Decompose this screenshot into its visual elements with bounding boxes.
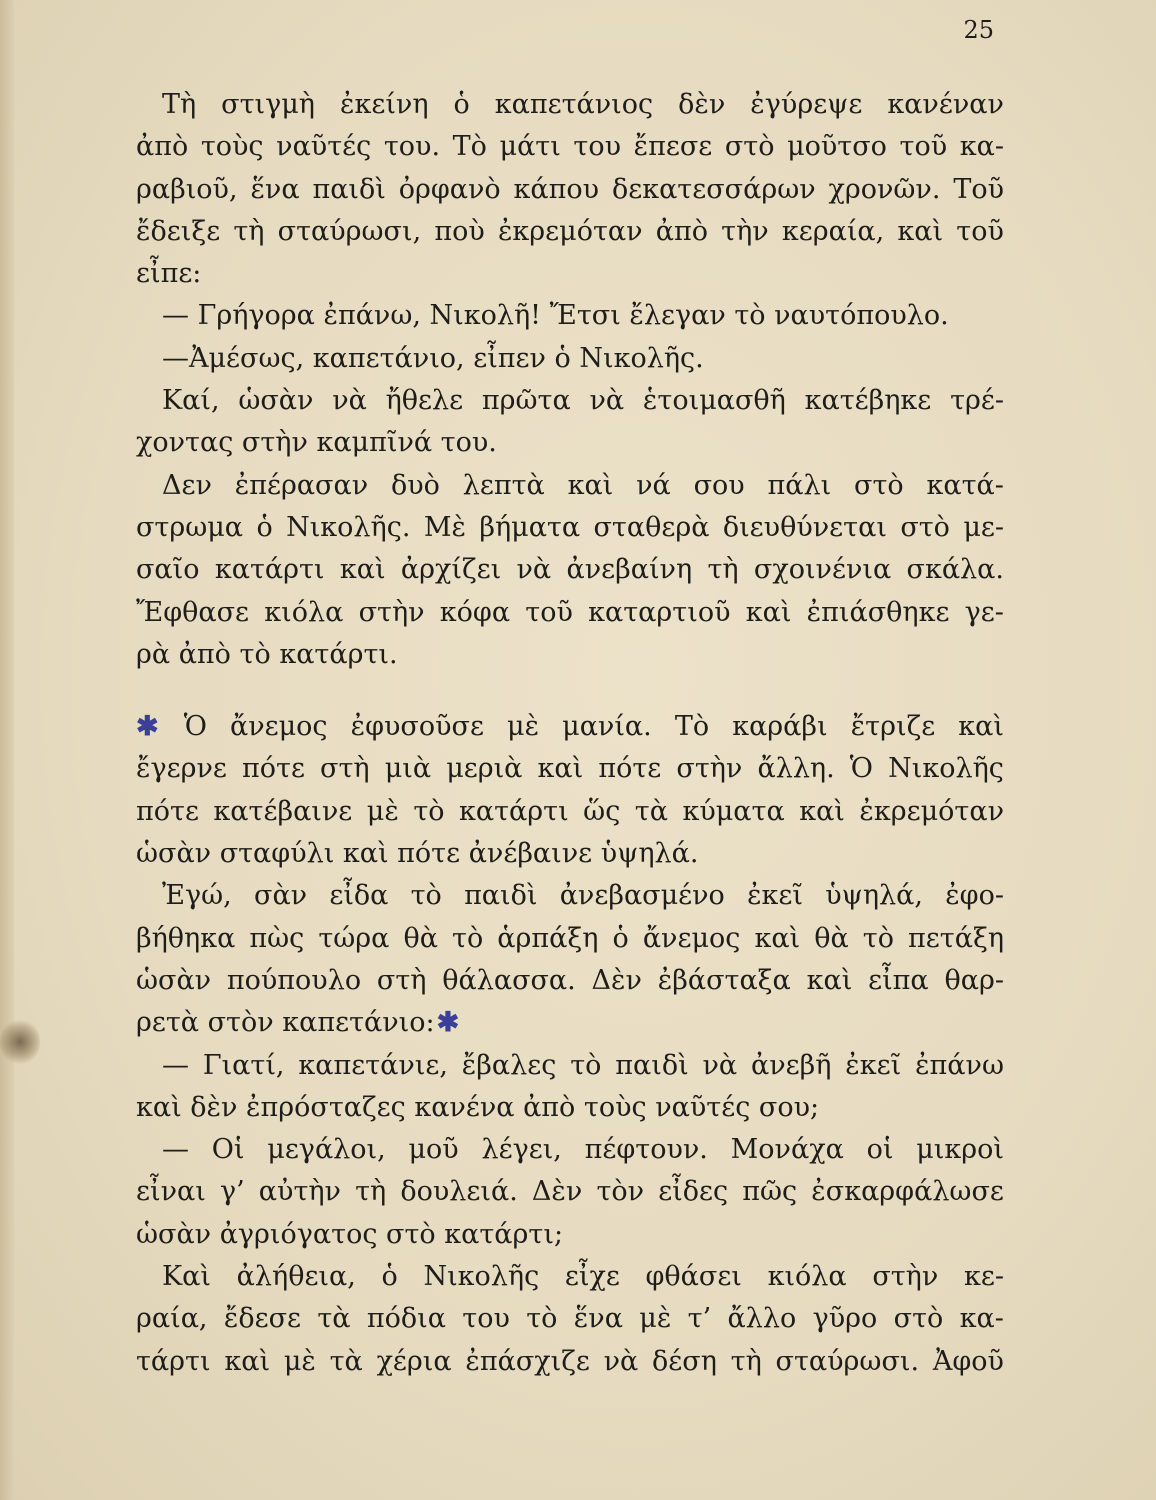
word: ἀπὸ (655, 215, 708, 247)
text-line (136, 126, 1004, 168)
word: στὴν (241, 427, 317, 459)
word: στὴν (872, 1261, 939, 1293)
text-line (136, 549, 1004, 591)
word: πῶς (742, 1176, 798, 1208)
word: σταθερὰ (593, 511, 710, 543)
word: μάτι (499, 131, 561, 163)
word: ἐπιάσθηκε (806, 596, 950, 628)
text-line (136, 960, 1004, 1002)
word: τὴ (233, 215, 265, 247)
word: μιὰ (384, 753, 432, 785)
word: του (573, 131, 622, 163)
word: ἀρχίζει (400, 554, 502, 586)
word: ἀνεβῆ (751, 1049, 832, 1081)
text-line (136, 84, 1004, 126)
word: ἕνα (250, 173, 300, 205)
word: τὴ (730, 1345, 762, 1377)
word: ἁρπάξη (497, 922, 599, 954)
word: ὁ (612, 922, 629, 954)
word: ἐπρόσταζες (246, 1091, 415, 1123)
word: σταφύλι (219, 838, 343, 870)
word: κιόλα (767, 1261, 847, 1293)
word: αὐτὴν (258, 1176, 341, 1208)
text-line (136, 592, 1004, 634)
paragraph (136, 380, 1004, 465)
word: κατάρτι; (444, 1218, 564, 1250)
word: κύματα (682, 795, 785, 827)
page-number: 25 (963, 16, 994, 44)
word: μὲ (283, 1345, 316, 1377)
word: στὸν (207, 1007, 283, 1039)
word: ἀπὸ (136, 131, 189, 163)
word: ἐπάσχιζε (465, 1345, 590, 1377)
word: του. (440, 427, 497, 459)
word: ἐπέρασαν (234, 469, 369, 501)
word: δουλειά. (400, 1176, 518, 1208)
text-line (136, 1341, 1004, 1383)
word: κιόλα (264, 596, 344, 628)
word: ἀνεβαίνη (566, 554, 693, 586)
word: καὶ (745, 596, 792, 628)
word: ἐκεῖ (747, 880, 804, 912)
word: κεραία, (781, 215, 885, 247)
word: παιδὶ (615, 1049, 689, 1081)
word: τοῦ (899, 131, 948, 163)
word: ἔδειξε (136, 215, 221, 247)
word: ἐφυσοῦσε (350, 711, 484, 743)
word: του (462, 1303, 510, 1335)
word: πετάξη (908, 922, 1004, 954)
word: κόφα (439, 596, 511, 628)
word: νὰ (332, 385, 367, 417)
word: Νικολῆς. (286, 511, 411, 543)
word: ρὰ (136, 638, 179, 670)
paragraph (136, 465, 1004, 676)
word: νὰ (702, 1049, 738, 1081)
word: Δεν (162, 469, 212, 501)
word: πότε (397, 838, 469, 870)
text-line (136, 211, 1004, 253)
word: πάλι (767, 469, 832, 501)
word: Γρήγορα (197, 300, 324, 332)
word: ἀπὸ (523, 1091, 584, 1123)
word: ποὺ (434, 215, 485, 247)
word: σου (693, 469, 745, 501)
word: μεγάλοι, (267, 1134, 386, 1166)
word: πόδια (366, 1303, 446, 1335)
word: δυὸ (390, 469, 440, 501)
word: Μὲ (423, 511, 466, 543)
word: καταρτιοῦ (588, 596, 731, 628)
word: παιδὶ (312, 173, 386, 205)
word: ἐκρεμόταν (859, 795, 1004, 827)
text-line (136, 1045, 1004, 1087)
word: στιγμὴ (221, 89, 315, 120)
word: καὶ (339, 554, 386, 586)
word: ἐσκαρφάλωσε (811, 1176, 1004, 1208)
word: καὶ (136, 1091, 191, 1123)
word: Ὁ (183, 711, 207, 743)
word: κατά- (926, 469, 1004, 501)
word: κατέβηκε (804, 385, 932, 417)
word: διευθύνεται (722, 511, 887, 543)
word: λέγει, (481, 1134, 562, 1166)
word: ἀνέβαινε (468, 838, 601, 870)
word: Οἱ (211, 1134, 245, 1166)
word: ὡσὰν (136, 964, 212, 996)
word: Ἔφθασε (136, 596, 250, 628)
word: ἔβαλες (461, 1049, 557, 1081)
word: τοῦ (525, 596, 573, 628)
word: τὴ (355, 1176, 387, 1208)
word: στὴν (358, 596, 425, 628)
paragraph (136, 1129, 1004, 1256)
word: καπετάνιε, (298, 1049, 448, 1081)
text-line (136, 875, 1004, 917)
word: τοὺς (583, 1091, 656, 1123)
text-line (136, 634, 1004, 676)
text-line (136, 465, 1004, 507)
word: σταύρωσι. (775, 1345, 920, 1377)
word: Καί, (162, 385, 220, 417)
word: πότε (242, 753, 305, 785)
word: ἐφο- (945, 880, 1004, 912)
word: ἐκεῖ (845, 1049, 902, 1081)
word: ὡσὰν (238, 385, 314, 417)
text-line (136, 1002, 1004, 1044)
word: καὶ (958, 711, 1004, 743)
word: ὡσὰν (136, 838, 220, 870)
word: Νικολῆς (423, 1261, 540, 1293)
word: δὲν (190, 1091, 247, 1123)
word: τὸ (734, 300, 775, 332)
stain-mark (0, 1018, 40, 1066)
word: πότε (136, 795, 199, 827)
word: μικροὶ (916, 1134, 1004, 1166)
page-binding-edge (0, 0, 14, 1500)
word: τάρτι (136, 1345, 211, 1377)
word: στρωμα (136, 511, 244, 543)
word: ἄλλη. (757, 753, 835, 785)
word: νά (636, 469, 671, 501)
word: ἀνεβασμένο (559, 880, 725, 912)
word: νὰ (603, 1345, 639, 1377)
word: ἐπάνω, (323, 300, 430, 332)
word: χέρια (376, 1345, 452, 1377)
word: ἐπάνω (915, 1049, 1004, 1081)
word: βήματα (479, 511, 581, 543)
word: πότε (598, 753, 662, 785)
word: πούπουλο (226, 964, 362, 996)
text-line (136, 748, 1004, 790)
word: θαρ- (944, 964, 1004, 996)
word: Ἀφοῦ (932, 1345, 1004, 1377)
word: σχοινένια (753, 554, 892, 586)
word: καὶ (224, 1345, 271, 1377)
word: μεριὰ (446, 753, 523, 785)
word: ναυτόπουλο. (774, 300, 949, 332)
word: ἔλεγαν (629, 300, 735, 332)
word: εἶδες (658, 1176, 729, 1208)
word: εἶπα (868, 964, 929, 996)
word: — (162, 1049, 189, 1081)
word: σταύρωσι, (277, 215, 422, 247)
text-line (136, 422, 1004, 464)
word: ἄλλο (727, 1303, 797, 1335)
word: κα- (959, 131, 1004, 163)
text-line (136, 1171, 1004, 1213)
word: τὴ (707, 554, 739, 586)
word: ὁ (256, 511, 273, 543)
text-line (136, 380, 1004, 422)
text-line (136, 791, 1004, 833)
word: πρῶτα (481, 385, 571, 417)
word: καὶ (897, 215, 944, 247)
word: δὲν (678, 89, 726, 120)
text-line (136, 833, 1004, 875)
word: σου; (758, 1091, 820, 1123)
word: Τὸ (452, 131, 487, 163)
word: καὶ (806, 964, 853, 996)
word: θὰ (814, 922, 849, 954)
word: τὸ (862, 922, 894, 954)
word: εἶδα (329, 880, 389, 912)
word: Τὸ (674, 711, 710, 743)
word: τὸ (410, 880, 442, 912)
word: τὸν (596, 1176, 645, 1208)
word: Δὲν (531, 1176, 583, 1208)
word: κατάρτι (459, 795, 569, 827)
word: ὀρφανὸ (398, 173, 501, 205)
word: στὴ (320, 753, 370, 785)
word: καὶ (754, 922, 801, 954)
word: παιδὶ (464, 880, 538, 912)
word: —Ἀμέσως, (162, 342, 313, 374)
paragraph (136, 1256, 1004, 1383)
word: με- (963, 511, 1004, 543)
word: γε- (964, 596, 1004, 628)
text-line (136, 918, 1004, 960)
word: γῦρο (812, 1303, 878, 1335)
word: μὲ (507, 711, 540, 743)
word: χοντας (136, 427, 242, 459)
word: καὶ (537, 753, 584, 785)
word: ἐκείνη (339, 89, 429, 120)
section-break (136, 676, 1004, 706)
word: ἤθελε (385, 385, 464, 417)
text-line (136, 1298, 1004, 1340)
word: καπετάνιο: (282, 1007, 435, 1039)
word: ἐκρεμόταν (497, 215, 643, 247)
word: Δὲν (591, 964, 642, 996)
text-line (136, 169, 1004, 211)
word: εἶπεν (473, 342, 555, 374)
word: ἔγερνε (136, 753, 227, 785)
asterisk-mark-icon: ✱ (136, 711, 159, 743)
word: Γιατί, (202, 1049, 285, 1081)
word: καπετάνιο, (312, 342, 474, 374)
word: τ’ (687, 1303, 712, 1335)
word: τὸ (526, 1303, 558, 1335)
word: κανένα (414, 1091, 524, 1123)
word: ἄνεμος (642, 922, 741, 954)
word: τὰ (634, 795, 668, 827)
paragraph (136, 875, 1004, 1044)
word: τὸ (570, 1049, 602, 1081)
word: λεπτὰ (462, 469, 545, 501)
word: τώρα (318, 922, 390, 954)
word: ἄνεμος (229, 711, 328, 743)
word: ἀπὸ (178, 638, 240, 670)
word: Νικολῆς. (579, 342, 704, 374)
word: τοὺς (200, 131, 264, 163)
word: τὸ (413, 795, 445, 827)
word: στὸ (724, 131, 775, 163)
word: ναῦτές (276, 131, 372, 163)
handwritten-mark-icon: ✱ (436, 1007, 460, 1039)
word: καὶ (799, 795, 845, 827)
paragraph (136, 84, 1004, 295)
word: νὰ (589, 385, 625, 417)
word: θάλασσα. (442, 964, 576, 996)
word: εἶναι (136, 1176, 206, 1208)
word: Νικολῆς (888, 753, 1004, 785)
word: στὸ (900, 511, 950, 543)
word: καὶ (342, 838, 398, 870)
text-line (136, 1214, 1004, 1256)
word: σὰν (254, 880, 308, 912)
paragraph (136, 706, 1004, 875)
word: κατέβαινε (213, 795, 353, 827)
word: ναῦτές (655, 1091, 759, 1123)
word: τρέ- (950, 385, 1004, 417)
word: ἔτριζε (850, 711, 936, 743)
word: ἑτοιμασθῆ (642, 385, 786, 417)
word: ἔδεσε (223, 1303, 302, 1335)
word: κανέναν (887, 89, 1004, 120)
text-line (136, 295, 1004, 337)
word: πέφτουν. (584, 1134, 708, 1166)
word: κα- (959, 1303, 1004, 1335)
word: Ὁ (849, 753, 873, 785)
word: ἕνα (573, 1303, 623, 1335)
word: ραία, (136, 1303, 208, 1335)
word: δεκατεσσάρων (611, 173, 816, 205)
word: στὴ (376, 964, 427, 996)
word: νὰ (516, 554, 552, 586)
word: κατάρτι (214, 554, 325, 586)
word: Νικολῆ! (429, 300, 550, 332)
text-line (136, 1087, 1004, 1129)
text-line (136, 507, 1004, 549)
word: γ’ (219, 1176, 245, 1208)
word: μοῦ (408, 1134, 459, 1166)
paragraph (136, 338, 1004, 380)
word: Ἔτσι (549, 300, 630, 332)
word: ἐβάσταξα (657, 964, 791, 996)
word: καμπῖνά (316, 427, 441, 459)
word: ὁ (381, 1261, 398, 1293)
word: ὥς (583, 795, 621, 827)
word: ἔπεσε (633, 131, 713, 163)
word: μὲ (639, 1303, 672, 1335)
word: στὴν (676, 753, 743, 785)
word: τοῦ (956, 215, 1004, 247)
word: τὸ (452, 922, 484, 954)
word: στὸ (386, 1218, 445, 1250)
word: κατάρτι. (279, 638, 398, 670)
text-line (136, 338, 1004, 380)
word: τὸ (239, 638, 280, 670)
word: καπετάνιος (494, 89, 654, 120)
word: χρονῶν. (828, 173, 941, 205)
word: Τοῦ (953, 173, 1004, 205)
word: ὁ (554, 342, 580, 374)
word: κάπου (513, 173, 600, 205)
word: σαῖο (136, 554, 200, 586)
word: Ἐγώ, (162, 880, 232, 912)
word: τὴν (721, 215, 769, 247)
word: στὸ (854, 469, 904, 501)
word: εἶπε: (136, 258, 202, 290)
word: ραβιοῦ, (136, 173, 238, 205)
word: πὼς (249, 922, 305, 954)
word: τὰ (329, 1345, 363, 1377)
word: τὰ (317, 1303, 351, 1335)
word: οἱ (866, 1134, 894, 1166)
paragraph (136, 1045, 1004, 1130)
text-line (136, 253, 1004, 295)
word: εἶχε (564, 1261, 620, 1293)
word: μὲ (366, 795, 399, 827)
word: ἀγριόγατος (219, 1218, 387, 1250)
word: ὑψηλά, (825, 880, 923, 912)
text-line (136, 1129, 1004, 1171)
word: Καὶ (162, 1261, 211, 1293)
word: κε- (963, 1261, 1004, 1293)
word: — (162, 1134, 189, 1166)
text-line (136, 706, 1004, 748)
word: Μονάχα (730, 1134, 844, 1166)
word: ὡσὰν (136, 1218, 220, 1250)
word: του. (383, 131, 441, 163)
word: μοῦτσο (787, 131, 887, 163)
word: Τὴ (162, 89, 197, 120)
word: βήθηκα (136, 922, 236, 954)
word: σκάλα. (906, 554, 1004, 586)
word: ὑψηλά. (600, 838, 699, 870)
paragraph (136, 295, 1004, 337)
body-text (136, 84, 1004, 1383)
word: ὁ (453, 89, 470, 120)
word: στὸ (893, 1303, 944, 1335)
word: θὰ (403, 922, 438, 954)
word: δέση (652, 1345, 717, 1377)
word: μανία. (562, 711, 652, 743)
word: φθάσει (645, 1261, 742, 1293)
word: ρετὰ (136, 1007, 208, 1039)
word: καὶ (567, 469, 614, 501)
word: — (162, 300, 198, 332)
text-line (136, 1256, 1004, 1298)
word: ἀλήθεια, (236, 1261, 356, 1293)
word: ἐγύρεψε (750, 89, 863, 120)
word: καράβι (732, 711, 828, 743)
